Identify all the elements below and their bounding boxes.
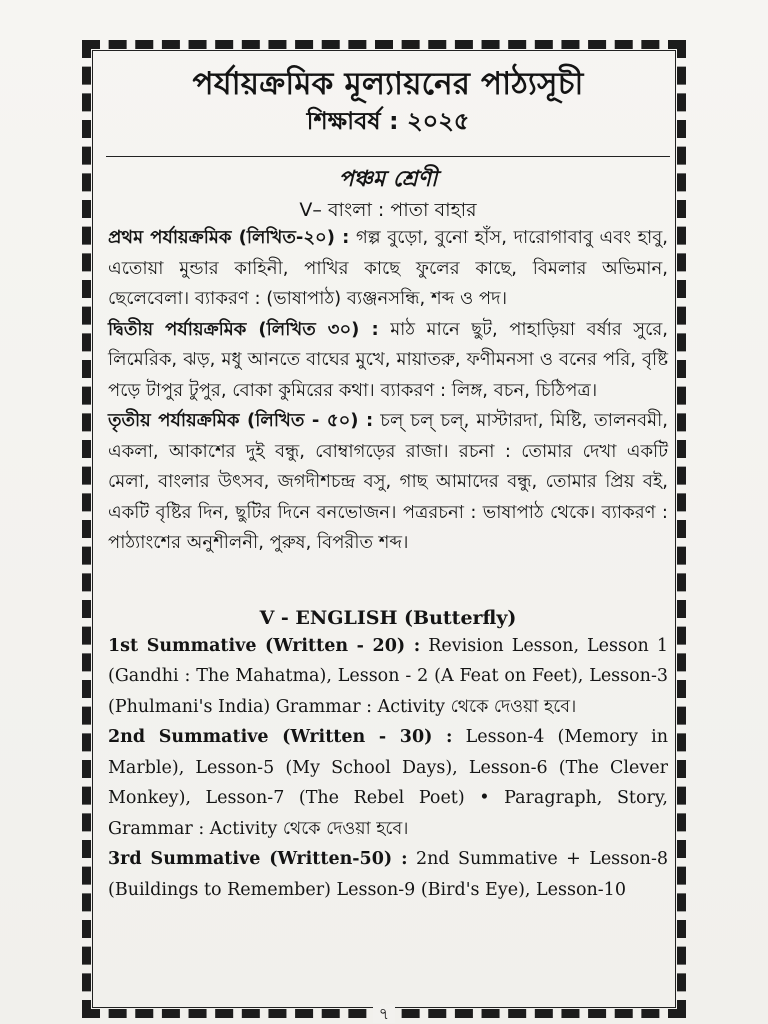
academic-year: শিক্ষাবর্ষ : ২০২৫ bbox=[306, 107, 470, 135]
english-first-summative-label: 1st Summative (Written - 20) : bbox=[108, 635, 421, 656]
english-second-summative bbox=[108, 722, 668, 844]
english-second-summative-label: 2nd Summative (Written - 30) : bbox=[108, 727, 453, 747]
page-number bbox=[0, 1005, 768, 1023]
page-number-text: ৭ bbox=[373, 1004, 395, 1023]
bengali-subject-heading: V– বাংলা : পাতা বাহার bbox=[299, 199, 477, 221]
bengali-second-summative-label: দ্বিতীয় পর্যায়ক্রমিক (লিখিত ৩০) : bbox=[108, 318, 379, 340]
bengali-first-summative bbox=[108, 223, 668, 315]
bengali-third-summative bbox=[108, 406, 668, 559]
english-third-summative-label: 3rd Summative (Written-50) : bbox=[108, 849, 408, 869]
english-third-summative bbox=[108, 844, 668, 905]
page-title: পর্যায়ক্রমিক মূল্যায়নের পাঠ্যসূচী bbox=[192, 66, 584, 102]
english-first-summative-text: Revision Lesson, Lesson 1 (Gandhi : The Mahatma), Lesson - 2 (A Feat on Feet), Lesson-3 (Phulmani's India) Grammar : Activity থেকে দেওয়া হবে। bbox=[108, 635, 668, 717]
bengali-first-summative-text: গল্প বুড়ো, বুনো হাঁস, দারোগাবাবু এবং হাবু, এতোয়া মুন্ডার কাহিনী, পাখির কাছে ফুলের কাছে, বিমলার অভিমান, ছেলেবেলা। ব্যাকরণ : (ভাষাপাঠ) ব্যঞ্জনসন্ধি, শব্দ ও পদ। bbox=[108, 227, 668, 309]
bengali-second-summative bbox=[108, 315, 668, 407]
english-first-summative bbox=[108, 631, 668, 723]
bengali-second-summative-text: মাঠ মানে ছুট, পাহাড়িয়া বর্ষার সুরে, লিমেরিক, ঝড়, মধু আনতে বাঘের মুখে, মায়াতরু, ফণীমনসা ও বনের পরি, বৃষ্টি পড়ে টাপুর টুপুর, বোকা কুমিরের কথা। ব্যাকরণ : লিঙ্গ, বচন, চিঠিপত্র। bbox=[108, 318, 669, 401]
english-third-summative-text: 2nd Summative + Lesson-8 (Buildings to Remember) Lesson-9 (Bird's Eye), Lesson-10 bbox=[108, 849, 669, 900]
syllabus-content bbox=[108, 56, 668, 905]
english-subject-heading: V - ENGLISH (Butterfly) bbox=[259, 606, 517, 629]
english-second-summative-text: Lesson-4 (Memory in Marble), Lesson-5 (My School Days), Lesson-6 (The Clever Monkey), Lesson-7 (The Rebel Poet) • Paragraph, Story, Grammar : Activity থেকে দেওয়া হবে। bbox=[108, 727, 668, 839]
bengali-third-summative-text: চল্ চল্ চল্, মাস্টারদা, মিষ্টি, তালনবমী, একলা, আকাশের দুই বন্ধু, বোম্বাগড়ের রাজা। রচনা : তোমার দেখা একটি মেলা, বাংলার উৎসব, জগদীশচন্দ্র বসু, গাছ আমাদের বন্ধু, তোমার প্রিয় বই, একটি বৃষ্টির দিন, ছুটির দিনে বনভোজন। পত্ররচনা : ভাষাপাঠ থেকে। ব্যাকরণ : পাঠ্যাংশের অনুশীলনী, পুরুষ, বিপরীত শব্দ। bbox=[108, 410, 669, 553]
bengali-third-summative-label: তৃতীয় পর্যায়ক্রমিক (লিখিত - ৫০) : bbox=[108, 410, 374, 431]
bengali-first-summative-label: প্রথম পর্যায়ক্রমিক (লিখিত-২০) : bbox=[108, 227, 350, 248]
header-divider bbox=[106, 156, 670, 157]
class-heading: পঞ্চম শ্রেণী bbox=[338, 167, 438, 192]
